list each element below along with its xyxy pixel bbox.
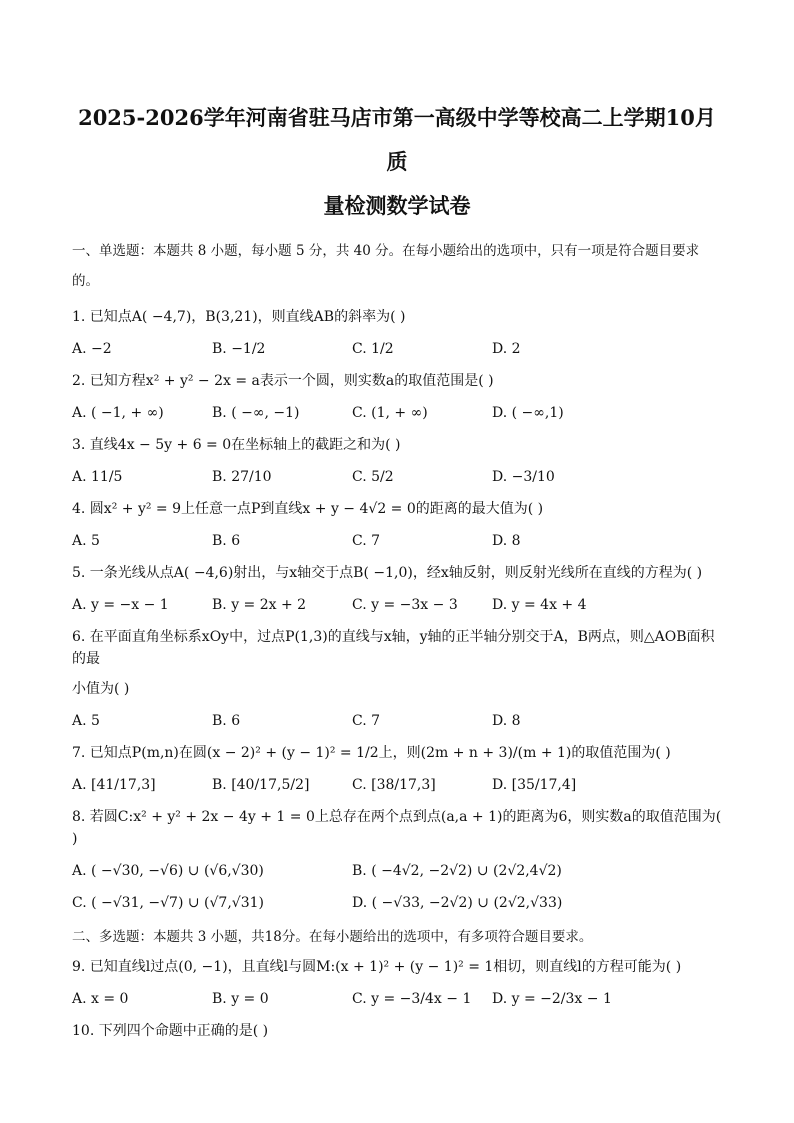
question-7	[72, 742, 722, 796]
question-9	[72, 956, 722, 1010]
option-a: A. x = 0	[72, 991, 129, 1007]
option-c: C. 5/2	[352, 469, 394, 485]
option-a: A. −2	[72, 341, 112, 357]
options-row	[72, 338, 722, 360]
option-a: A. [41/17,3]	[72, 777, 156, 793]
question-2	[72, 370, 722, 424]
question-text: 2. 已知方程x² + y² − 2x = a表示一个圆，则实数a的取值范围是( )	[72, 373, 494, 389]
question-6	[72, 626, 722, 732]
option-d: D. y = −2/3x − 1	[492, 991, 612, 1007]
question-text: 4. 圆x² + y² = 9上任意一点P到直线x + y − 4√2 = 0的距离的最大值为( )	[72, 501, 544, 517]
question-10	[72, 1020, 722, 1042]
option-c: C. 7	[352, 533, 381, 549]
option-d: D. 8	[492, 713, 521, 729]
option-d: D. 8	[492, 533, 521, 549]
title-line-2: 量检测数学试卷	[323, 193, 471, 218]
option-d: D. [35/17,4]	[492, 777, 577, 793]
question-text: 9. 已知直线l过点(0, −1)，且直线l与圆M:(x + 1)² + (y − 1)² = 1相切，则直线l的方程可能为( )	[72, 959, 682, 975]
question-text: 1. 已知点A( −4,7)，B(3,21)，则直线AB的斜率为( )	[72, 309, 406, 325]
option-b: B. ( −∞, −1)	[212, 405, 300, 421]
section-2-heading: 二、多选题：本题共 3 小题，共18分。在每小题给出的选项中，有多项符合题目要求。	[72, 929, 593, 945]
exam-title	[78, 0, 716, 228]
option-b: B. 27/10	[212, 469, 272, 485]
option-b: B. [40/17,5/2]	[212, 777, 310, 793]
options-row	[72, 774, 722, 796]
options-row	[72, 710, 722, 732]
option-b: B. y = 0	[212, 991, 269, 1007]
title-line-1: 2025-2026学年河南省驻马店市第一高级中学等校高二上学期10月质	[78, 105, 716, 174]
option-c: C. y = −3/4x − 1	[352, 991, 472, 1007]
option-c: C. y = −3x − 3	[352, 597, 458, 613]
option-d: D. ( −√33, −2√2) ∪ (2√2,√33)	[352, 895, 563, 911]
option-a: A. 5	[72, 533, 100, 549]
question-8	[72, 806, 722, 914]
option-b: B. 6	[212, 533, 241, 549]
option-d: D. −3/10	[492, 469, 555, 485]
section-1-line-1: 一、单选题：本题共 8 小题，每小题 5 分，共 40 分。在每小题给出的选项中，只有一项是符合题目要求	[72, 243, 700, 259]
options-row	[72, 594, 722, 616]
option-d: D. ( −∞,1)	[492, 405, 564, 421]
options-row	[72, 892, 722, 914]
option-b: B. −1/2	[212, 341, 266, 357]
question-3	[72, 434, 722, 488]
question-text: 3. 直线4x − 5y + 6 = 0在坐标轴上的截距之和为( )	[72, 437, 401, 453]
question-text-continued: 小值为( )	[72, 681, 130, 697]
option-d: D. y = 4x + 4	[492, 597, 587, 613]
option-c: C. (1, + ∞)	[352, 405, 428, 421]
option-a: A. 5	[72, 713, 100, 729]
options-row	[72, 530, 722, 552]
option-b: B. y = 2x + 2	[212, 597, 307, 613]
question-text: 5. 一条光线从点A( −4,6)射出，与x轴交于点B( −1,0)，经x轴反射，则反射光线所在直线的方程为( )	[72, 565, 703, 581]
option-b: B. ( −4√2, −2√2) ∪ (2√2,4√2)	[352, 863, 562, 879]
section-1-heading	[72, 236, 722, 296]
question-text: 10. 下列四个命题中正确的是( )	[72, 1023, 269, 1039]
option-c: C. [38/17,3]	[352, 777, 436, 793]
option-a: A. ( −1, + ∞)	[72, 405, 164, 421]
question-text: 8. 若圆C:x² + y² + 2x − 4y + 1 = 0上总存在两个点到点(a,a + 1)的距离为6，则实数a的取值范围为( )	[72, 809, 722, 847]
question-text: 6. 在平面直角坐标系xOy中，过点P(1,3)的直线与x轴，y轴的正半轴分别交于A，B两点，则△AOB面积的最	[72, 629, 715, 667]
options-row	[72, 860, 722, 882]
option-c: C. 7	[352, 713, 381, 729]
option-a: A. ( −√30, −√6) ∪ (√6,√30)	[72, 863, 264, 879]
section-1-line-2: 的。	[72, 273, 99, 289]
option-b: B. 6	[212, 713, 241, 729]
option-a: A. 11/5	[72, 469, 123, 485]
question-1	[72, 306, 722, 360]
question-text: 7. 已知点P(m,n)在圆(x − 2)² + (y − 1)² = 1/2上，则(2m + n + 3)/(m + 1)的取值范围为( )	[72, 745, 671, 761]
options-row	[72, 988, 722, 1010]
question-4	[72, 498, 722, 552]
option-d: D. 2	[492, 341, 521, 357]
option-c: C. 1/2	[352, 341, 394, 357]
option-a: A. y = −x − 1	[72, 597, 169, 613]
options-row	[72, 402, 722, 424]
option-c: C. ( −√31, −√7) ∪ (√7,√31)	[72, 895, 264, 911]
question-5	[72, 562, 722, 616]
options-row	[72, 466, 722, 488]
